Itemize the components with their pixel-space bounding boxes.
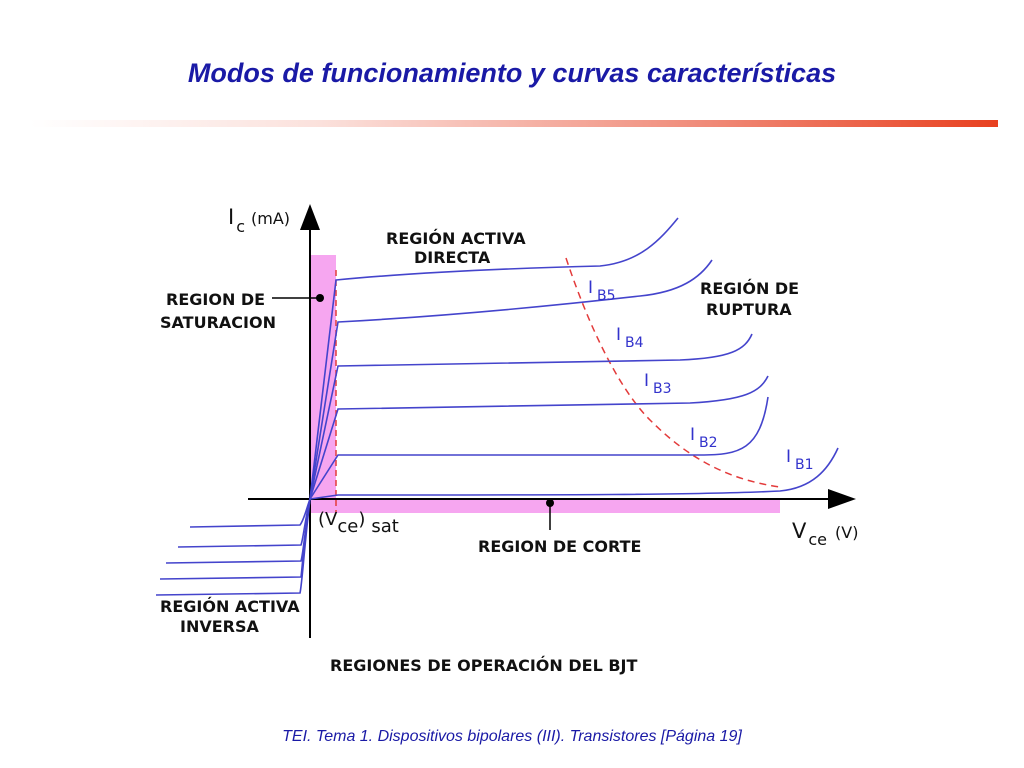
y-axis-arrow xyxy=(300,204,320,230)
characteristic-curves xyxy=(310,218,838,499)
saturation-label: REGION DE SATURACION xyxy=(160,290,276,332)
ib2-label: I $_{B2}$ xyxy=(690,425,718,451)
vce-sat-label: (Vce) sat xyxy=(318,509,399,537)
ib3-label: I $_{B3}$ xyxy=(644,371,672,397)
slide-title: Modos de funcionamiento y curvas características xyxy=(187,58,837,88)
curve-ib6 xyxy=(310,218,678,499)
curve-ib5 xyxy=(310,260,712,499)
curve-ib4 xyxy=(310,334,752,499)
diagram-caption: REGIONES DE OPERACIÓN DEL BJT xyxy=(330,656,638,675)
ib1-label: I $_{B1}$ xyxy=(786,447,814,473)
cutoff-label: REGION DE CORTE xyxy=(478,537,642,556)
x-axis-label: V ce (V) xyxy=(792,519,859,549)
slide-footer: TEI. Tema 1. Dispositivos bipolares (III). Transistores [Página 19] xyxy=(282,728,742,745)
x-axis-arrow xyxy=(828,489,856,509)
cutoff-band xyxy=(310,499,780,513)
y-axis-label: I c (mA) xyxy=(228,205,291,236)
inverse-curves xyxy=(156,499,310,595)
breakdown-label: REGIÓN DE RUPTURA xyxy=(700,279,800,319)
active-direct-label: REGIÓN ACTIVA DIRECTA xyxy=(386,229,526,267)
ib5-label: I $_{B5}$ xyxy=(588,278,616,304)
active-inverse-label: REGIÓN ACTIVA INVERSA xyxy=(160,597,300,636)
ib4-label: I $_{B4}$ xyxy=(616,325,644,351)
